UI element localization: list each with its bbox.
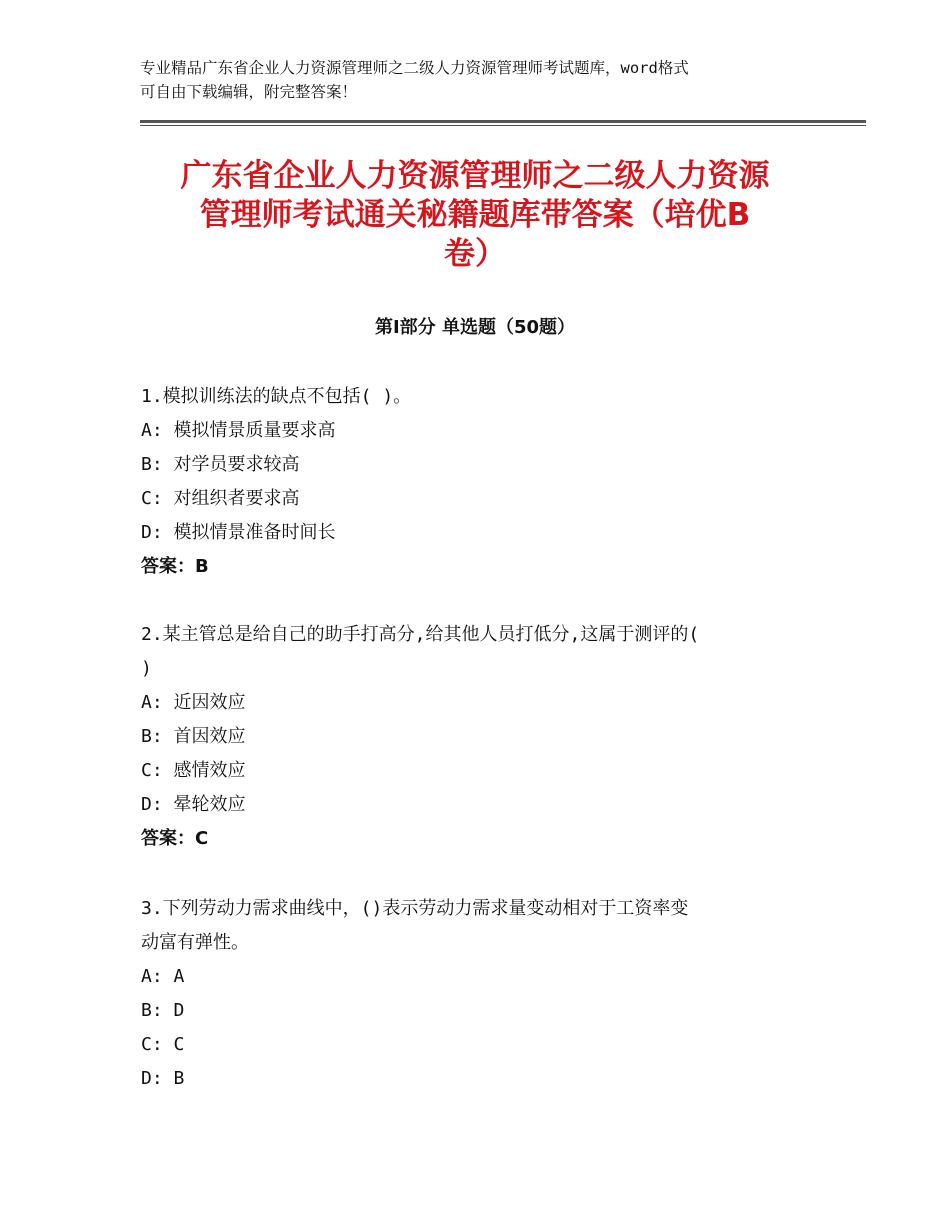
- document-title: [130, 157, 820, 274]
- answer: 答案：C: [141, 828, 209, 849]
- section-title: 第Ⅰ部分 单选题（50题）: [374, 317, 575, 338]
- option-b: B: D: [141, 1000, 185, 1021]
- option-d: D: 模拟情景准备时间长: [141, 522, 336, 543]
- title-line-1: 广东省企业人力资源管理师之二级人力资源: [180, 158, 770, 194]
- title-line-3: 卷）: [444, 236, 506, 272]
- question-stem-continued: ): [141, 658, 152, 679]
- header-note: [140, 56, 840, 104]
- header-note-line-2: 可自由下载编辑，附完整答案！: [140, 83, 358, 101]
- option-b: B: 首因效应: [141, 726, 246, 747]
- option-c: C: C: [141, 1034, 185, 1055]
- header-divider-thin: [140, 125, 866, 126]
- question-stem: 2.某主管总是给自己的助手打高分,给其他人员打低分,这属于测评的(: [141, 624, 700, 645]
- option-b: B: 对学员要求较高: [141, 454, 300, 475]
- header-divider-thick: [140, 120, 866, 123]
- question-stem: 1.模拟训练法的缺点不包括( )。: [141, 386, 412, 407]
- option-d: D: 晕轮效应: [141, 794, 246, 815]
- title-line-2: 管理师考试通关秘籍题库带答案（培优B: [199, 197, 751, 233]
- answer: 答案：B: [141, 556, 209, 577]
- option-c: C: 感情效应: [141, 760, 246, 781]
- option-a: A: A: [141, 966, 185, 987]
- question-3: [141, 892, 821, 1096]
- option-a: A: 近因效应: [141, 692, 246, 713]
- option-c: C: 对组织者要求高: [141, 488, 300, 509]
- question-stem: 3.下列劳动力需求曲线中，()表示劳动力需求量变动相对于工资率变: [141, 898, 689, 919]
- question-2: [141, 618, 821, 856]
- option-a: A: 模拟情景质量要求高: [141, 420, 336, 441]
- header-note-line-1: 专业精品广东省企业人力资源管理师之二级人力资源管理师考试题库，word格式: [140, 59, 689, 77]
- question-1: [141, 380, 821, 584]
- question-stem-continued: 动富有弹性。: [141, 932, 249, 953]
- option-d: D: B: [141, 1068, 185, 1089]
